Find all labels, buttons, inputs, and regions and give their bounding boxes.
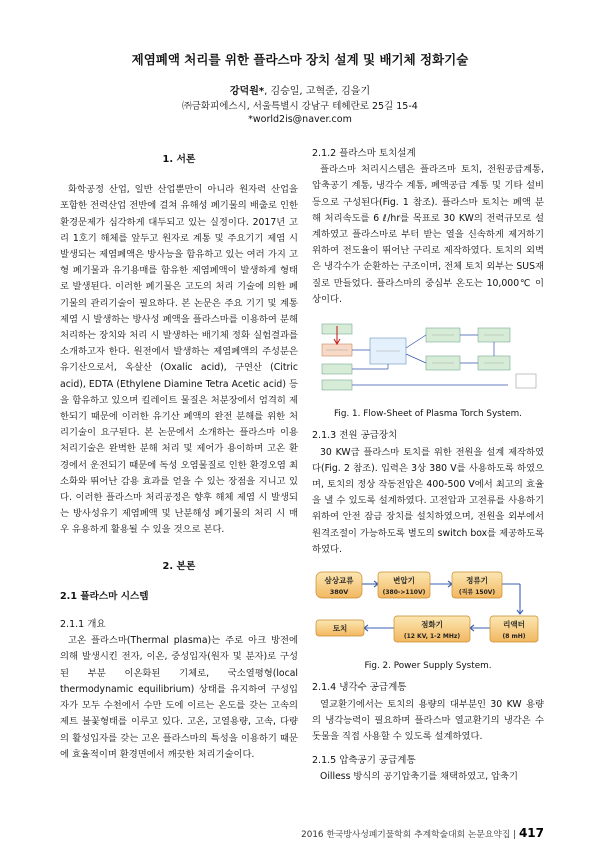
fig2-box1-label: 삼상교류 <box>324 576 354 586</box>
fig2-box5-sub: (12 KV, 1-2 MHz) <box>403 633 461 641</box>
fig2-box6-sub: (8 mH) <box>502 633 526 641</box>
section-2-1-heading: 2.1 플라스마 시스템 <box>60 590 149 602</box>
intro-body: 화학공정 산업, 일반 산업뿐만이 아니라 원자력 산업을 포함한 전력산업 전반에 걸쳐 유해성 폐기물의 배출로 인한 환경문제가 심각하게 대두되고 있는 실정이다. 2017년 고리 1호기 해체를 앞두고 원자로 계통 및 주요기기 제염 시 발생되는 제염폐액은 방사능을 함유하고 있는 여러 가지 고형 폐기물과 유기용매를 함유한 제염폐액이 발생하게 형태로 발생된다. 이러한 폐기물은 고도의 처리 기술에 의한 폐기물의 관리기술이 필요하다. 본 논문은 주요 기기 및 계통 제염 시 발생하는 방사성 폐액을 플라스마를 이용하여 분해 처리하는 장치와 처리 시 발생하는 배기체 정화 실험결과를 소개하고자 한다. 원전에서 발생하는 제염폐액의 주성분은 유기산으로서, 옥살산 (Oxalic acid), 구연산 (Citric acid), EDTA (Ethylene Diamine Tetra Acetic acid) 등을 함유하고 있으며 킬레이트 물질은 처분장에서 엄격히 제한되기 때문에 이러한 유기산 폐액의 완전 분해를 위한 처리기술이 요구된다. 본 논문에서 소개하는 플라스마 이용 처리기술은 완벽한 분해 처리 및 제어가 용이하며 고온 환경에서 운전되기 때문에 독성 오염물질로 인한 환경오염 최소화와 뛰어난 감용 효과를 얻을 수 있는 장점을 지니고 있다. 이러한 플라스마 처리공정은 향후 해체 제염 시 발생되는 방사성유기 제염폐액 및 난분해성 폐기물의 처리 시 매우 유용하게 활용될 수 있을 것으로 본다. <box>60 184 298 536</box>
fig2-box6-label: 리액터 <box>503 620 525 630</box>
fig2-box3-sub: (직류 150V) <box>458 589 496 597</box>
email: *world2is@naver.com <box>248 114 352 125</box>
right-column <box>312 146 544 786</box>
left-column <box>60 146 298 763</box>
co-authors: , 김승일, 고혁준, 김을기 <box>264 86 371 97</box>
section-2-1-3-body: 30 KW급 플라스마 토치를 위한 전원을 설계 제작하였다(Fig. 2 참조). 입력은 3상 380 V를 사용하도록 하였으며, 토치의 정상 작동전압은 400-500 V에서 최고의 효율을 낼 수 있도록 설계하였다. 고전압과 고전류를 사용하기 위하여 안전 잠금 장치를 설치하였으며, 전원을 외부에서 원격조절이 가능하도록 별도의 switch box를 제공하도록 하였다. <box>312 446 544 555</box>
lead-author: 강덕원 <box>229 86 259 97</box>
fig2-caption: Fig. 2. Power Supply System. <box>364 661 492 672</box>
fig2-box2-label: 변압기 <box>393 576 415 586</box>
section-2-1-5-body: Oilless 방식의 공기압축기를 채택하였고, 압축기 <box>320 771 518 783</box>
fig2-power-supply-diagram <box>312 566 544 648</box>
fig2-box4-label: 토치 <box>332 624 348 634</box>
authors <box>0 82 600 97</box>
fig2-box3-label: 정류기 <box>466 576 488 586</box>
main-heading: 2. 본론 <box>162 560 196 572</box>
section-2-1-4-heading: 2.1.4 냉각수 공급계통 <box>312 682 407 694</box>
section-2-1-1-heading: 2.1.1 개요 <box>60 619 106 631</box>
page-number: 417 <box>518 826 544 840</box>
fig2-box1-sub: 380V <box>329 588 349 597</box>
section-2-1-4-body: 열교환기에서는 토치의 용량의 대부분인 30 KW 용량의 냉각능력이 필요하며 플라스마 열교환기의 냉각은 수돗물을 직접 사용할 수 있도록 설계하였다. <box>312 698 544 743</box>
section-2-1-2-heading: 2.1.2 플라스마 토치설계 <box>312 148 416 159</box>
fig1-caption: Fig. 1. Flow-Sheet of Plasma Torch System. <box>334 409 522 420</box>
section-2-1-2-body: 플라스마 처리시스템은 플라즈마 토치, 전원공급계통, 압축공기 계통, 냉각수 계통, 폐액공급 계통 및 기타 설비 등으로 구성된다(Fig. 1 참조). 플라스마 토치는 폐액 분해 처리속도를 6 ℓ/hr를 목표로 30 KW의 전력규모로 설계하였고 플라스마로 부터 받는 열을 신속하게 제거하기 위하여 전도율이 뛰어난 구리로 제작하였다. 토치의 외벽은 냉각수가 순환하는 구조이며, 전체 토치 외부는 SUS재질로 만들었다. 플라스마의 중심부 온도는 10,000℃ 이상이다. <box>312 164 544 305</box>
section-2-1-3-heading: 2.1.3 전원 공급장치 <box>312 430 398 442</box>
corresponding-mark: * <box>258 86 265 97</box>
affiliation: ㈜금화피에스시, 서울특별시 강남구 테헤란로 25길 15-4 <box>182 101 418 112</box>
paper-title: 제염폐액 처리를 위한 플라스마 장치 설계 및 배기체 정화기술 <box>131 52 469 67</box>
section-2-1-5-heading: 2.1.5 압축공기 공급계통 <box>312 755 416 767</box>
fig1-flow-sheet-diagram <box>318 318 538 396</box>
section-2-1-1-body: 고온 플라스마(Thermal plasma)는 주로 아크 방전에 의해 발생시킨 전자, 이온, 중성입자(원자 및 분자)로 구성된 부분 이온화된 기체로, 국소열평형(local thermodynamic equilibrium) 상태를 유지하여 구성입자가 모두 수천에서 수만 도에 이르는 온도를 갖는 고속의 제트 불꽃형태를 이루고 있다. 고온, 고열용량, 고속, 다량의 활성입자를 갖는 고온 플라스마의 특성을 이용하기 때문에 효율적이며 환경면에서 깨끗한 처리기술이다. <box>60 635 298 760</box>
footer-proceedings: 2016 한국방사성폐기물학회 추계학술대회 논문요약집 <box>301 830 514 840</box>
page-footer: 2016 한국방사성폐기물학회 추계학술대회 논문요약집 | 417 <box>301 826 544 840</box>
fig2-box2-sub: (380->110V) <box>382 589 426 597</box>
fig2-box5-label: 점화기 <box>421 620 443 630</box>
intro-heading: 1. 서론 <box>162 154 196 165</box>
